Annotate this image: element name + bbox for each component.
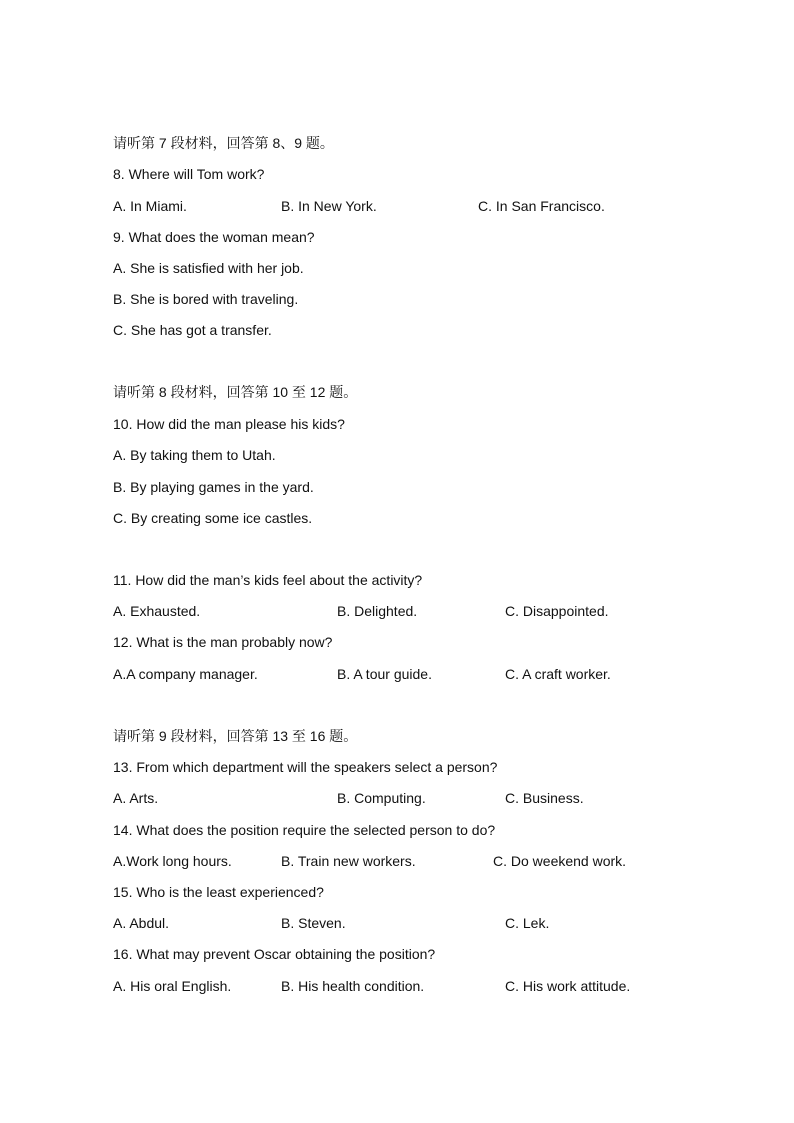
option-a: A.Work long hours. [113,853,232,869]
option-c: C. Lek. [505,915,550,931]
option-c: C. Do weekend work. [493,853,627,869]
question-stem: 14. What does the position require the selected person to do? [113,822,496,838]
question-stem: 10. How did the man please his kids? [113,416,345,432]
option-c: C. By creating some ice castles. [113,510,313,526]
option-c: C. Business. [505,790,584,806]
option-a: A. She is satisfied with her job. [113,260,304,276]
question-stem: 16. What may prevent Oscar obtaining the position? [113,946,436,962]
option-a: A. Exhausted. [113,603,201,619]
question-stem: 13. From which department will the speakers select a person? [113,759,498,775]
section-heading: 请听第 7 段材料，回答第 8、9 题。 [113,135,334,151]
option-a: A. Arts. [113,790,159,806]
option-a: A. In Miami. [113,198,187,214]
option-b: B. She is bored with traveling. [113,291,299,307]
option-c: C. His work attitude. [505,978,631,994]
option-b: B. His health condition. [281,978,425,994]
question-stem: 9. What does the woman mean? [113,229,315,245]
option-b: B. Computing. [337,790,426,806]
option-a: A.A company manager. [113,666,258,682]
section-heading: 请听第 9 段材料，回答第 13 至 16 题。 [113,728,358,744]
option-b: B. Steven. [281,915,346,931]
option-c: C. In San Francisco. [478,198,605,214]
question-stem: 8. Where will Tom work? [113,166,265,182]
question-stem: 11. How did the man’s kids feel about the activity? [113,572,423,588]
option-c: C. A craft worker. [505,666,611,682]
option-a: A. By taking them to Utah. [113,447,276,463]
option-c: C. She has got a transfer. [113,322,272,338]
option-b: B. Delighted. [337,603,418,619]
option-b: B. In New York. [281,198,377,214]
option-b: B. A tour guide. [337,666,432,682]
question-stem: 12. What is the man probably now? [113,634,333,650]
question-stem: 15. Who is the least experienced? [113,884,324,900]
option-b: B. Train new workers. [281,853,416,869]
option-a: A. Abdul. [113,915,170,931]
section-heading: 请听第 8 段材料，回答第 10 至 12 题。 [113,384,358,400]
option-c: C. Disappointed. [505,603,609,619]
option-b: B. By playing games in the yard. [113,479,314,495]
option-a: A. His oral English. [113,978,232,994]
